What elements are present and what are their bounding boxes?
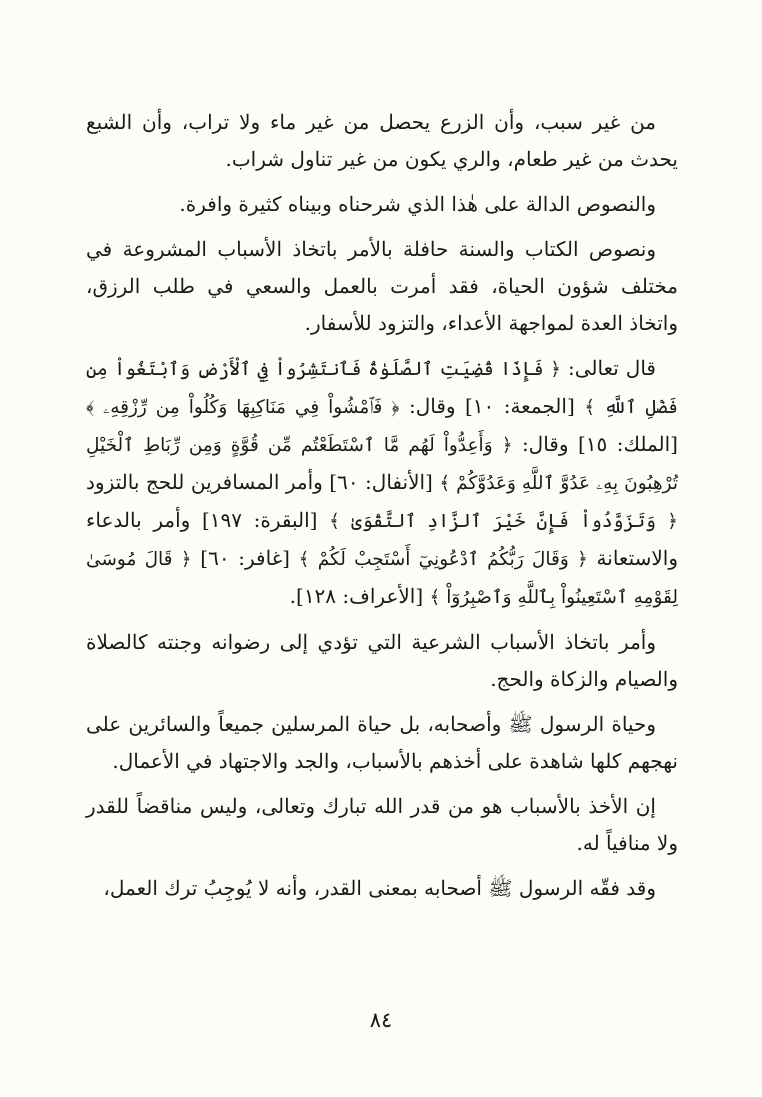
text-run: إن الأخذ بالأسباب هو من قدر الله تبارك وتعالى، وليس مناقضاً للقدر ولا منافياً له. bbox=[86, 794, 678, 855]
text-run: [الأعراف: ١٢٨]. bbox=[289, 584, 430, 608]
paragraph bbox=[86, 186, 678, 223]
text-run: [البقرة: ١٩٧] وأمر بالدعاء والاستعانة bbox=[86, 508, 678, 570]
text-run: قال تعالى: bbox=[560, 356, 656, 380]
paragraph bbox=[86, 870, 678, 907]
paragraph bbox=[86, 104, 678, 178]
quran-verse: ﴿ وَتَزَوَّدُواْ فَإِنَّ خَيْرَ ٱلزَّادِ ٱلتَّقْوَىٰ ﴾ bbox=[329, 511, 678, 532]
text-run: وأمر باتخاذ الأسباب الشرعية التي تؤدي إلى رضوانه وجنته كالصلاة والصيام والزكاة والحج. bbox=[86, 630, 678, 691]
text-run: وحياة الرسول ﷺ وأصحابه، بل حياة المرسلين جميعاً والسائرين على نهجهم كلها شاهدة على أخذهم بالأسباب، والجد والاجتهاد في الأعمال. bbox=[86, 712, 678, 773]
text-run: ونصوص الكتاب والسنة حافلة بالأمر باتخاذ الأسباب المشروعة في مختلف شؤون الحياة، فقد أمرت بالعمل والسعي في طلب الرزق، واتخاذ العدة لمواجهة الأعداء، والتزود للأسفار. bbox=[86, 237, 678, 335]
quran-verse: ﴿ فَإِذَا قُضِيَتِ ٱلصَّلَوٰةُ فَٱنتَشِرُواْ فِي ٱلْأَرْضِ وَٱبْتَغُواْ مِن فَضْلِ ٱللَّهِ ﴾ bbox=[86, 359, 679, 418]
quran-verse: ﴿ قَالَ مُوسَىٰ لِقَوْمِهِ ٱسْتَعِينُواْ بِٱللَّهِ وَٱصْبِرُوٓاْ ﴾ bbox=[86, 549, 678, 608]
text-run: وقد فقّه الرسول ﷺ أصحابه بمعنى القدر، وأنه لا يُوجِبُ ترك العمل، bbox=[103, 876, 656, 900]
paragraph bbox=[86, 706, 678, 780]
text-run: [الأنفال: ٦٠] وأمر المسافرين للحج بالتزود bbox=[86, 470, 440, 494]
paragraph bbox=[86, 350, 678, 616]
text-run: من غير سبب، وأن الزرع يحصل من غير ماء ولا تراب، وأن الشبع يحدث من غير طعام، والري يكون من غير تناول شراب. bbox=[86, 110, 678, 171]
text-run: [الجمعة: ١٠] وقال: bbox=[399, 394, 585, 418]
text-run: [الملك: ١٥] وقال: bbox=[512, 432, 678, 456]
paragraph bbox=[86, 231, 678, 342]
page-number: ٨٤ bbox=[369, 1008, 393, 1032]
quran-verse: ﴿ وَأَعِدُّواْ لَهُم مَّا ٱسْتَطَعْتُم مِّن قُوَّةٍ وَمِن رِّبَاطِ ٱلْخَيْلِ تُرْهِبُونَ بِهِۦ عَدُوَّ ٱللَّهِ وَعَدُوَّكُمْ ﴾ bbox=[86, 435, 678, 494]
text-run: والنصوص الدالة على هٰذا الذي شرحناه وبيناه كثيرة وافرة. bbox=[179, 192, 656, 216]
quran-verse: ﴿ فَٱمْشُواْ فِي مَنَاكِبِهَا وَكُلُواْ مِن رِّزْقِهِۦ ﴾ bbox=[86, 397, 400, 418]
paragraph bbox=[86, 624, 678, 698]
paragraph bbox=[86, 788, 678, 862]
quran-verse: ﴿ وَقَالَ رَبُّكُمُ ٱدْعُونِيٓ أَسْتَجِبْ لَكُمْ ﴾ bbox=[298, 549, 588, 570]
body-text bbox=[86, 104, 678, 907]
text-run: [غافر: ٦٠] bbox=[191, 546, 299, 570]
